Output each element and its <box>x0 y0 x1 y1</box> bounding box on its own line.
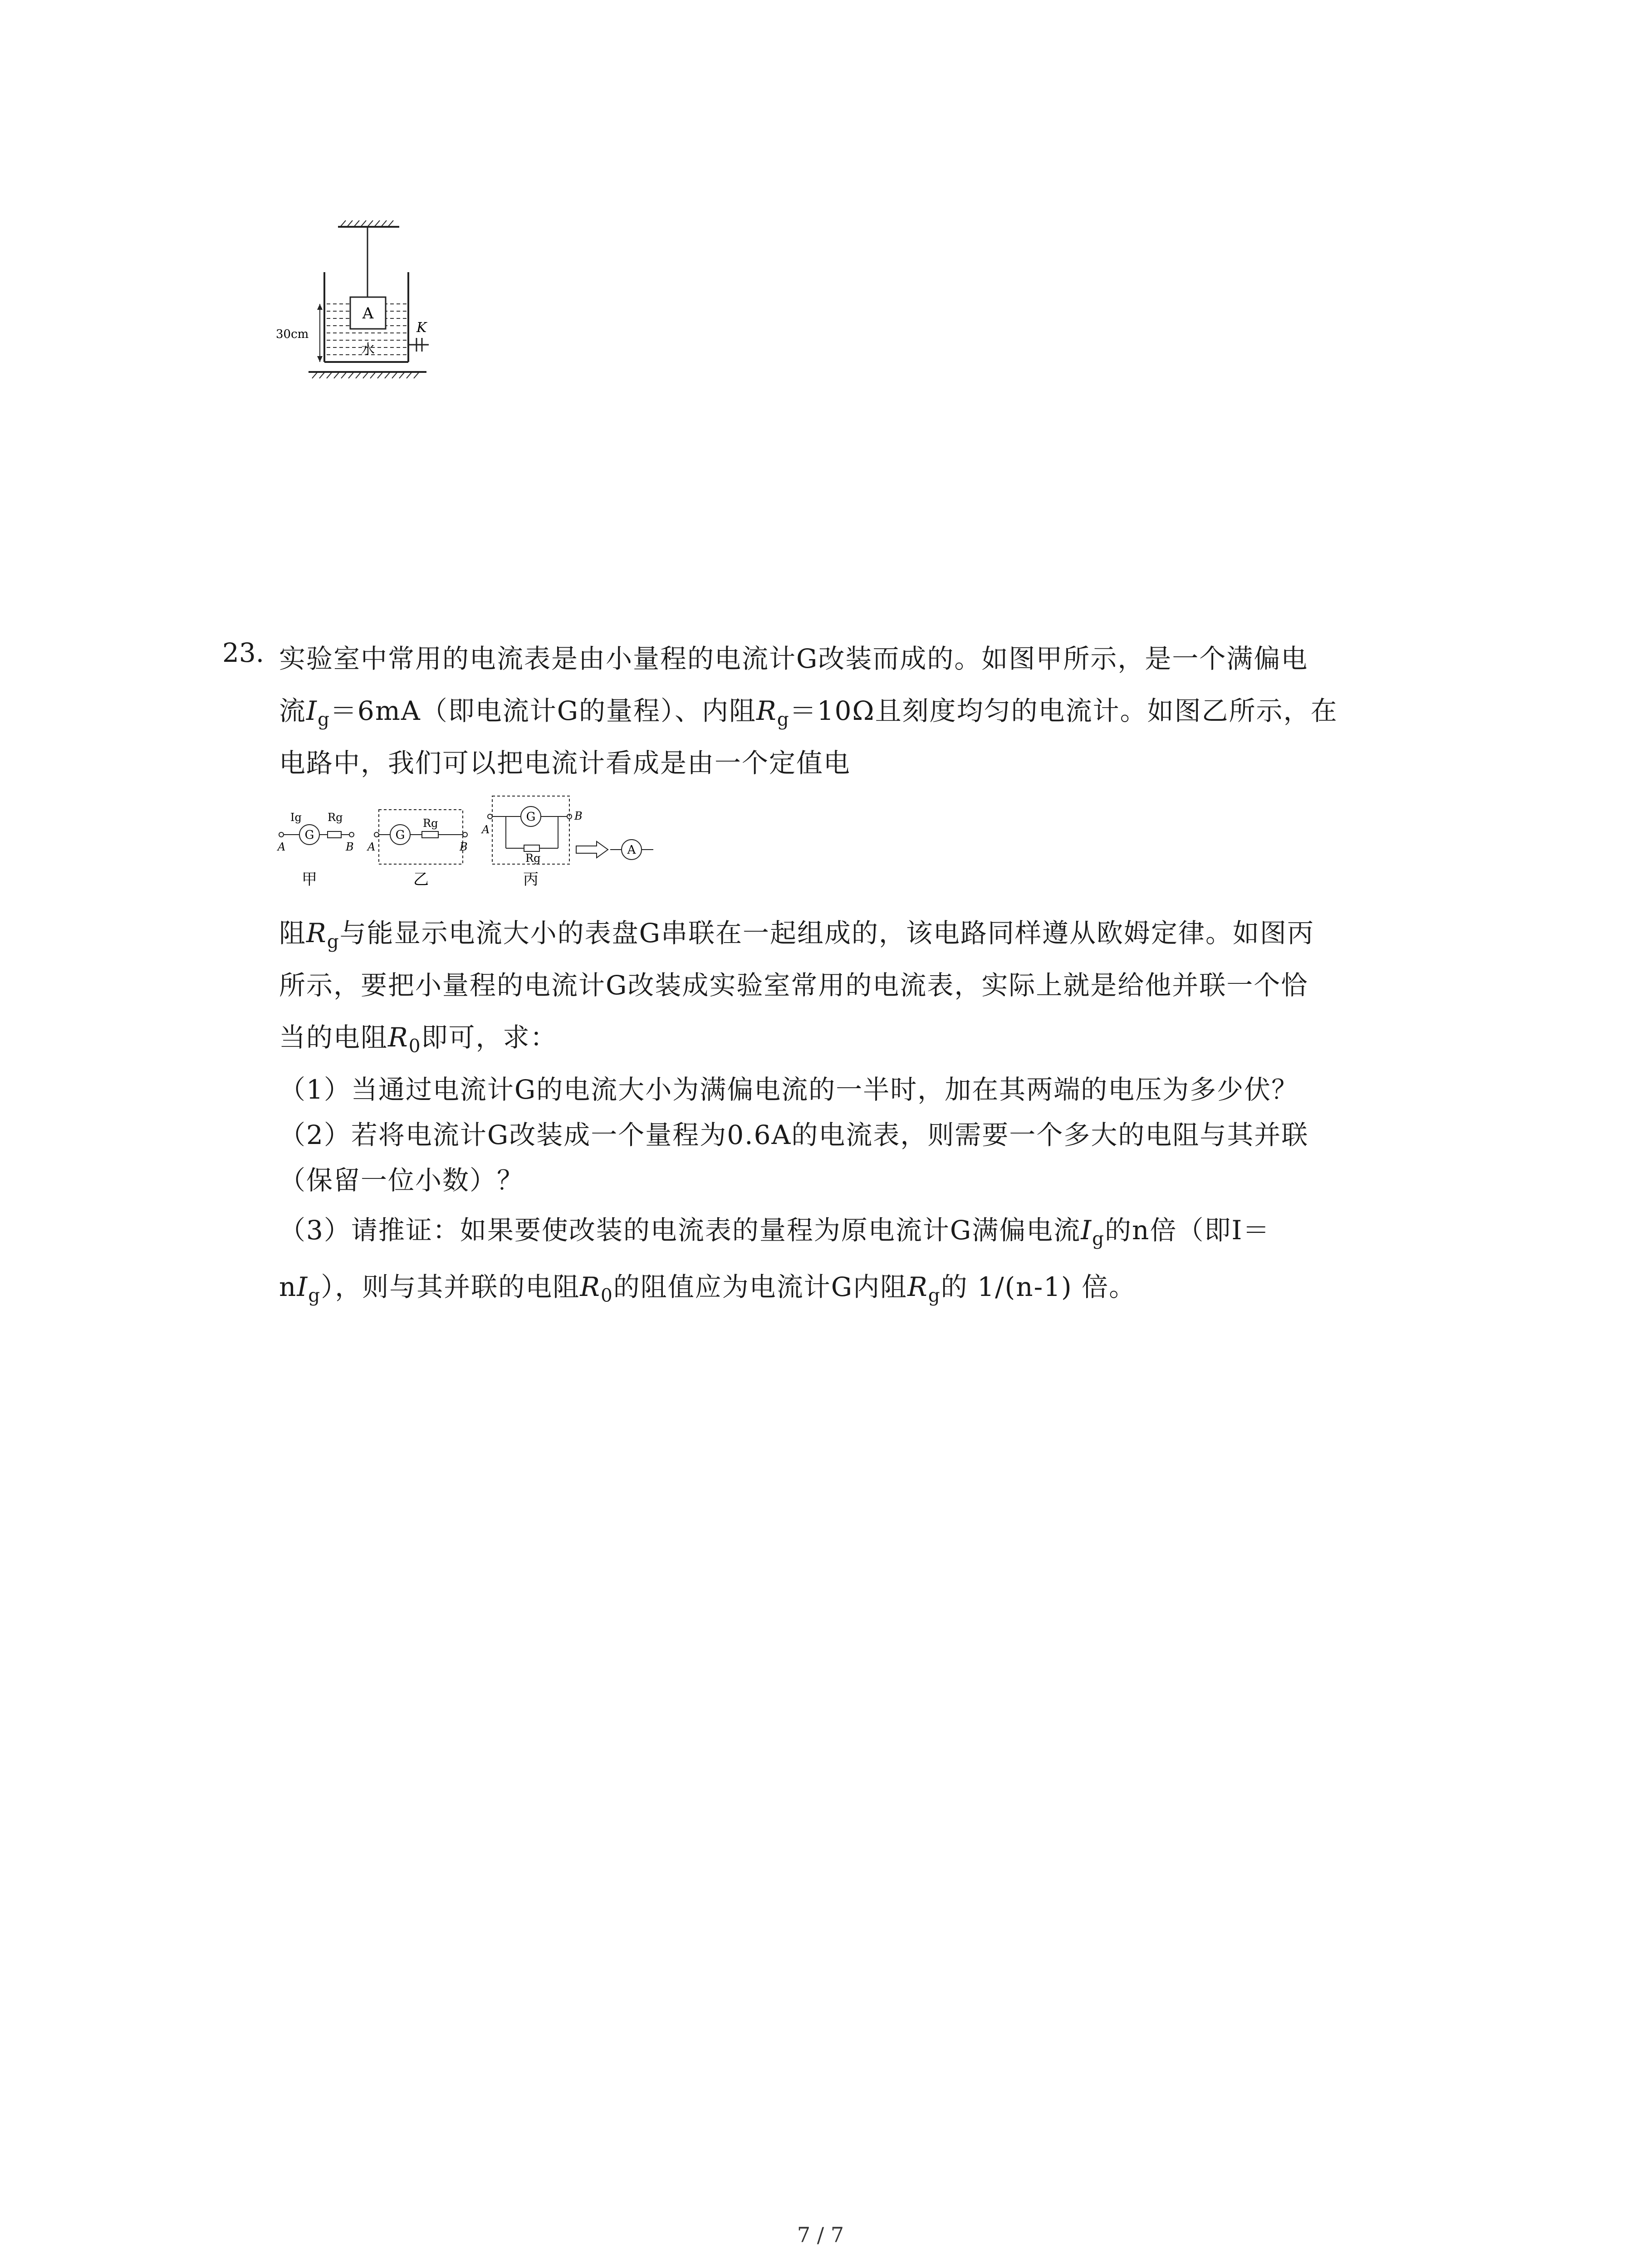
terminal-b-bing: B <box>574 810 583 822</box>
current-label-jia: Ig <box>290 811 302 824</box>
panel-label-bing: 丙 <box>523 870 539 889</box>
subquestion-3-line-2 <box>279 1266 1136 1306</box>
resistor-label-yi: Rg <box>423 817 438 830</box>
question-line-5: 所示，要把小量程的电流计G改装成实验室常用的电流表，实际上就是给他并联一个恰 <box>279 970 1308 1001</box>
question-line-4: 阻$R_g$与能显示电流大小的表盘G串联在一起组成的，该电路同样遵从欧姆定律。如图丙 <box>279 918 1315 953</box>
ammeter-label-bing: A <box>627 843 636 857</box>
subquestion-3-line-1: （3）请推证：如果要使改装的电流表的量程为原电流计G满偏电流$I_g$的n倍（即I＝ <box>279 1215 1270 1250</box>
meter-label-bing: G <box>526 810 536 824</box>
terminal-a-jia: A <box>278 841 286 853</box>
question-number: 23. <box>222 637 265 668</box>
page-footer: 7 / 7 <box>797 2223 844 2247</box>
water-tank-figure <box>272 218 463 390</box>
circuit-bing <box>481 796 653 889</box>
terminal-a-bing: A <box>482 823 490 836</box>
meter-label-yi: G <box>395 828 405 842</box>
block-label: A <box>362 304 374 323</box>
subquestion-3-line-2-text: $nI_g$），则与其并联的电阻$R_0$的阻值应为电流计G内阻$R_g$的 1/(n-1) 倍。 <box>279 1271 1136 1306</box>
panel-label-yi: 乙 <box>413 870 429 889</box>
panel-label-jia: 甲 <box>302 870 317 889</box>
circuit-yi <box>367 810 468 889</box>
valve-label: K <box>416 320 427 336</box>
terminal-a-yi: A <box>367 841 376 853</box>
circuit-jia <box>277 811 354 889</box>
meter-label-jia: G <box>304 828 314 842</box>
question-line-6: 当的电阻$R_0$即可，求： <box>279 1022 558 1057</box>
water-label: 水 <box>361 342 375 357</box>
resistor-label-jia: Rg <box>328 811 343 824</box>
resistor-label-bing: Rg <box>525 852 541 865</box>
subquestion-2-line-2: （保留一位小数）？ <box>279 1165 524 1196</box>
subquestion-1: （1）当通过电流计G的电流大小为满偏电流的一半时，加在其两端的电压为多少伏？ <box>279 1074 1299 1105</box>
terminal-b-yi: B <box>460 841 468 853</box>
height-label: 30cm <box>276 327 309 341</box>
circuit-figures <box>277 792 676 896</box>
question-line-1: 实验室中常用的电流表是由小量程的电流计G改装而成的。如图甲所示，是一个满偏电 <box>279 643 1308 674</box>
terminal-b-jia: B <box>346 841 354 853</box>
question-line-3: 电路中，我们可以把电流计看成是由一个定值电 <box>279 748 851 778</box>
subquestion-2-line-1: （2）若将电流计G改装成一个量程为0.6A的电流表，则需要一个多大的电阻与其并联 <box>279 1119 1309 1150</box>
question-line-2: 流$I_g=6mA$（即电流计G的量程）、内阻$R_g=10\Omega$且刻度均匀的电流计。如图乙所示，在 <box>279 695 1338 730</box>
